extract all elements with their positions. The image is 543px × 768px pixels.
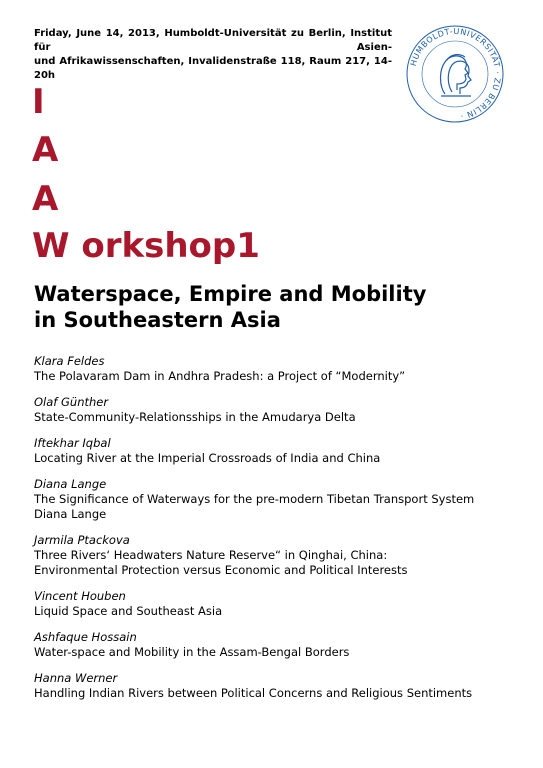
- talk-title-line: Environmental Protection versus Economic and Political Interests: [34, 563, 408, 577]
- talk-title-line: Water-space and Mobility in the Assam-Bengal Borders: [34, 645, 350, 659]
- speaker-name: Diana Lange: [34, 477, 107, 491]
- talk-title-line: The Significance of Waterways for the pre-modern Tibetan Transport System: [34, 492, 475, 506]
- talk-title-line: State-Community-Relationsships in the Amudarya Delta: [34, 410, 356, 424]
- title-letter-2: A: [32, 130, 59, 170]
- header-line-2: und Afrikawissenschaften, Invalidenstraße 118, Raum 217, 14-20h: [34, 56, 392, 81]
- workshop-subtitle: [34, 281, 426, 333]
- title-letter-3: A: [32, 179, 59, 219]
- talk-title-line: Diana Lange: [34, 507, 107, 521]
- talk-title-line: Handling Indian Rivers between Political Concerns and Religious Sentiments: [34, 686, 473, 700]
- talk-title-line: Three Rivers‘ Headwaters Nature Reserve“ in Qinghai, China:: [34, 548, 388, 562]
- talk-title-line: Liquid Space and Southeast Asia: [34, 604, 223, 618]
- subtitle-line-2: in Southeastern Asia: [34, 308, 281, 332]
- subtitle-line-1: Waterspace, Empire and Mobility: [34, 282, 427, 306]
- university-seal-logo: [405, 24, 505, 124]
- speaker-name: Hanna Werner: [34, 671, 118, 685]
- talk-item: [34, 533, 514, 578]
- talk-item: [34, 395, 514, 425]
- event-header: [34, 27, 392, 83]
- talk-item: [34, 671, 514, 701]
- speaker-name: Olaf Günther: [34, 395, 109, 409]
- speaker-name: Jarmila Ptackova: [34, 533, 130, 547]
- speaker-name: Iftekhar Iqbal: [34, 436, 111, 450]
- header-line-1: Friday, June 14, 2013, Humboldt-Universität zu Berlin, Institut für Asien-: [34, 28, 392, 53]
- talk-item: [34, 436, 514, 466]
- speaker-name: Klara Feldes: [34, 354, 105, 368]
- svg-text:HUMBOLDT-UNIVERSITÄT · ZU BERL: HUMBOLDT-UNIVERSITÄT · ZU BERLIN ·: [408, 26, 503, 121]
- talk-list: [34, 354, 514, 712]
- talk-title-line: The Polavaram Dam in Andhra Pradesh: a Project of “Modernity”: [34, 369, 406, 383]
- talk-item: [34, 630, 514, 660]
- speaker-name: Ashfaque Hossain: [34, 630, 137, 644]
- talk-item: [34, 354, 514, 384]
- workshop-title: W orkshop1: [32, 226, 260, 266]
- title-letter-1: I: [32, 82, 45, 122]
- speaker-name: Vincent Houben: [34, 589, 126, 603]
- talk-item: [34, 477, 514, 522]
- talk-item: [34, 589, 514, 619]
- talk-title-line: Locating River at the Imperial Crossroads of India and China: [34, 451, 381, 465]
